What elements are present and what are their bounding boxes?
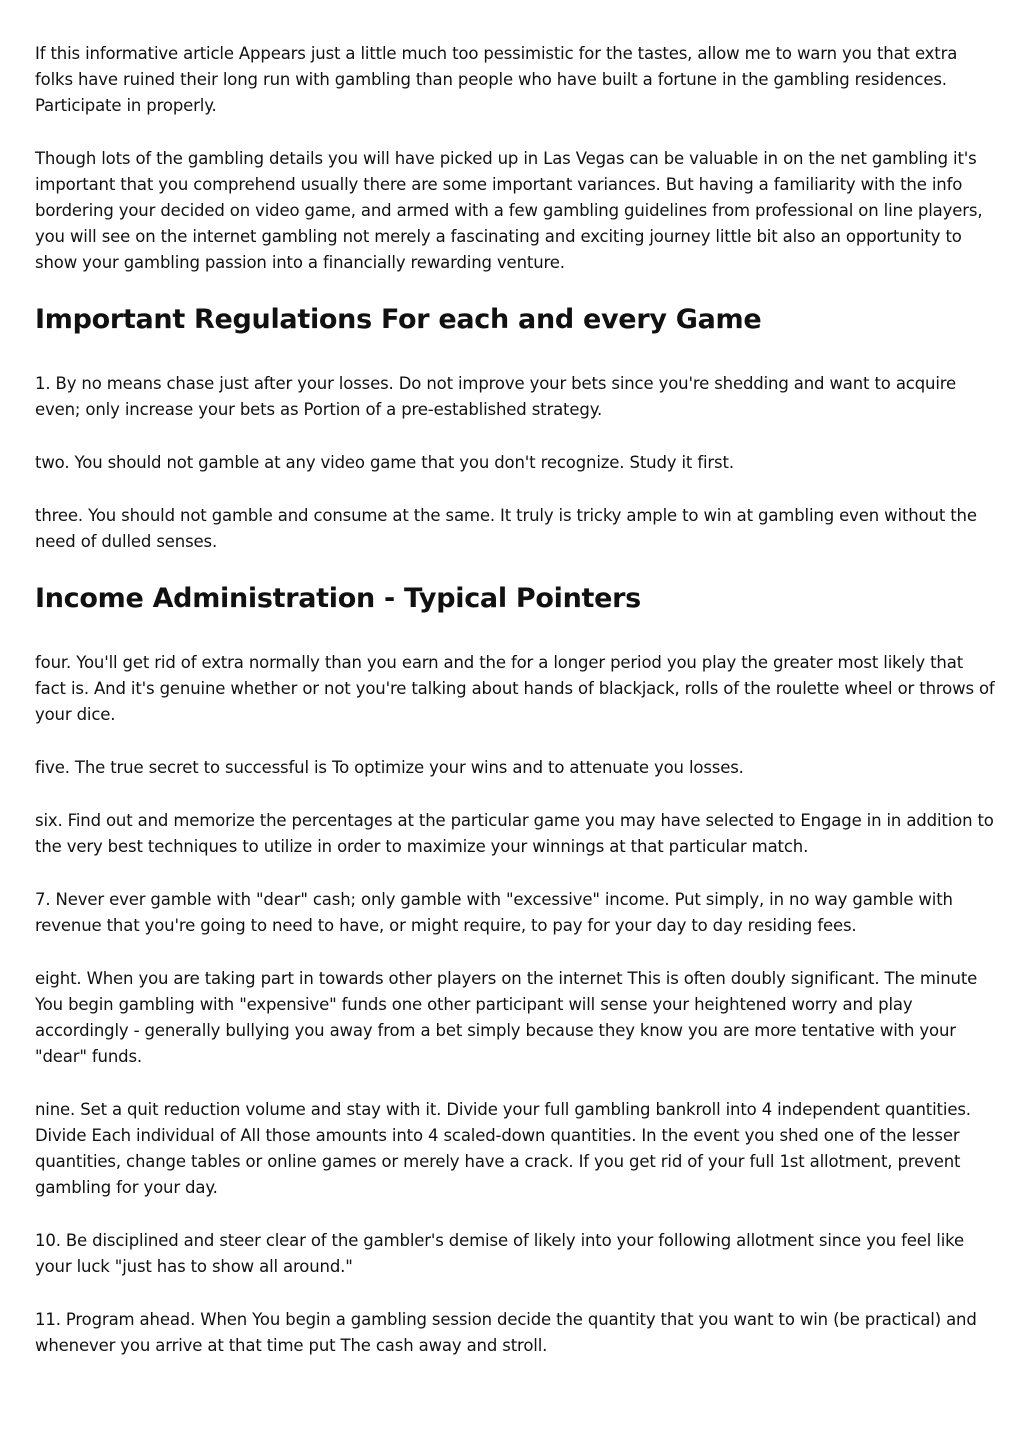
section-heading-rules: Important Regulations For each and every Game [35, 304, 762, 335]
section-heading-money: Income Administration - Typical Pointers [35, 583, 641, 614]
money-item-7: 7. Never ever gamble with "dear" cash; only gamble with "excessive" income. Put simply, in no way gamble with revenue that you're going to need to have, or might require, to pay for your day to day residing fees. [35, 890, 953, 935]
money-item-9: nine. Set a quit reduction volume and stay with it. Divide your full gambling bankroll into 4 independent quantities. Divide Each individual of All those amounts into 4 scaled-down quantities. In the event you shed one of the lesser quantities, change tables or online games or merely have a crack. If you get rid of your full 1st allotment, prevent gambling for your day. [35, 1100, 971, 1197]
article [35, 41, 995, 1386]
rule-item-1: 1. By no means chase just after your losses. Do not improve your bets since you're shedding and want to acquire even; only increase your bets as Portion of a pre-established strategy. [35, 374, 957, 419]
intro-paragraph-2: Though lots of the gambling details you will have picked up in Las Vegas can be valuable in on the net gambling it's important that you comprehend usually there are some important variances. But having a familiarity with the info bordering your decided on video game, and armed with a few gambling guidelines from professional on line players, you will see on the internet gambling not merely a fascinating and exciting journey little bit also an opportunity to show your gambling passion into a financially rewarding venture. [35, 149, 983, 272]
money-item-8: eight. When you are taking part in towards other players on the internet This is often doubly significant. The minute You begin gambling with "expensive" funds one other participant will sense your heightened worry and play accordingly - generally bullying you away from a bet simply because they know you are more tentative with your "dear" funds. [35, 969, 978, 1066]
money-item-5: five. The true secret to successful is To optimize your wins and to attenuate you losses. [35, 758, 744, 777]
money-item-11: 11. Program ahead. When You begin a gambling session decide the quantity that you want to win (be practical) and whenever you arrive at that time put The cash away and stroll. [35, 1310, 977, 1355]
rule-item-3: three. You should not gamble and consume at the same. It truly is tricky ample to win at gambling even without the need of dulled senses. [35, 506, 977, 551]
rule-item-2: two. You should not gamble at any video game that you don't recognize. Study it first. [35, 453, 734, 472]
money-item-6: six. Find out and memorize the percentages at the particular game you may have selected to Engage in in addition to the very best techniques to utilize in order to maximize your winnings at that particular match. [35, 811, 994, 856]
money-item-10: 10. Be disciplined and steer clear of the gambler's demise of likely into your following allotment since you feel like your luck "just has to show all around." [35, 1231, 964, 1276]
intro-paragraph-1: If this informative article Appears just a little much too pessimistic for the tastes, allow me to warn you that extra folks have ruined their long run with gambling than people who have built a fortune in the gambling residences. Participate in properly. [35, 44, 958, 115]
money-item-4: four. You'll get rid of extra normally than you earn and the for a longer period you play the greater most likely that fact is. And it's genuine whether or not you're talking about hands of blackjack, rolls of the roulette wheel or throws of your dice. [35, 653, 995, 724]
